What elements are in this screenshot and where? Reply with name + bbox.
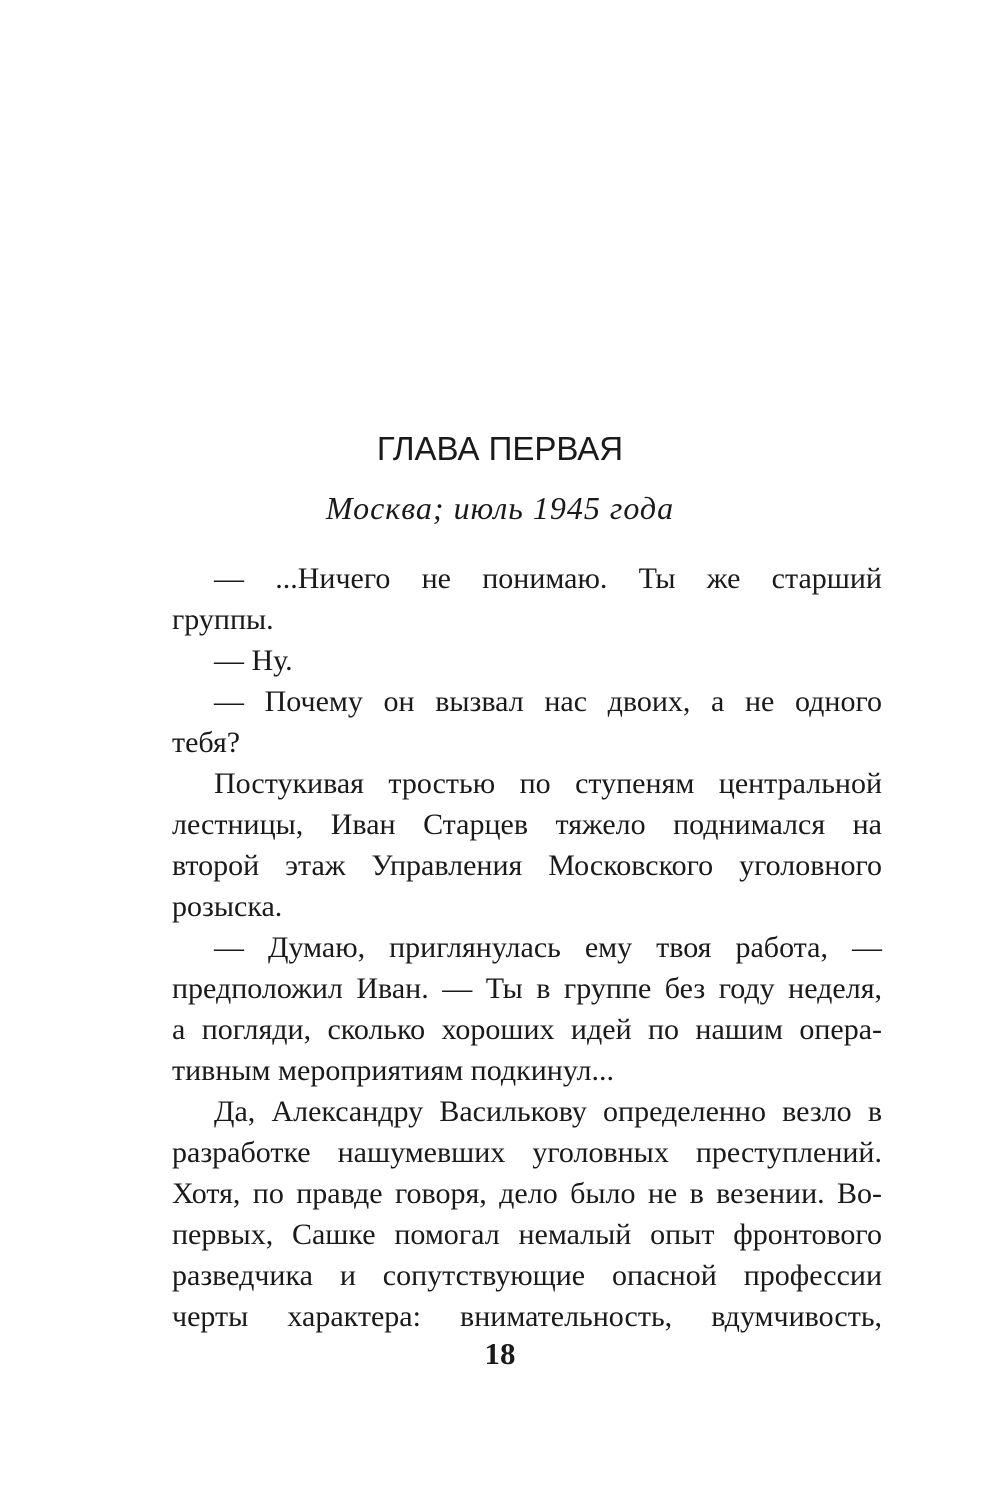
text-line: группы. — [172, 603, 274, 636]
text-line: Да, Александру Василькову определенно везло в — [214, 1095, 882, 1128]
text-line: — Почему он вызвал нас двоих, а не одного — [214, 685, 882, 718]
text-line: — ...Ничего не понимаю. Ты же старший — [214, 562, 882, 595]
body-text — [172, 558, 882, 1337]
text-line: — Думаю, приглянулась ему твоя работа, — — [214, 931, 882, 964]
text-line: — Ну. — [214, 644, 293, 677]
text-line: первых, Сашке помогал немалый опыт фронтового — [172, 1218, 882, 1251]
text-line: а погляди, сколько хороших идей по нашим опера- — [172, 1013, 882, 1046]
text-line: предположил Иван. — Ты в группе без году неделя, — [172, 972, 882, 1005]
text-line: Хотя, по правде говоря, дело было не в везении. Во- — [172, 1177, 882, 1210]
page-number: 18 — [484, 1336, 516, 1371]
text-line: разведчика и сопутствующие опасной профессии — [172, 1259, 882, 1292]
text-line: лестницы, Иван Старцев тяжело поднимался на — [172, 808, 882, 841]
text-line: второй этаж Управления Московского уголовного — [172, 849, 882, 882]
text-line: тивным мероприятиям подкинул... — [172, 1054, 614, 1087]
text-line: черты характера: внимательность, вдумчивость, — [172, 1300, 882, 1333]
text-line: Постукивая тростью по ступеням центральной — [214, 767, 882, 800]
text-line: тебя? — [172, 726, 241, 759]
chapter-title: ГЛАВА ПЕРВАЯ — [376, 430, 624, 467]
chapter-subtitle: Москва; июль 1945 года — [325, 490, 675, 526]
text-line: розыска. — [172, 890, 283, 923]
text-line: разработке нашумевших уголовных преступлений. — [172, 1136, 882, 1169]
